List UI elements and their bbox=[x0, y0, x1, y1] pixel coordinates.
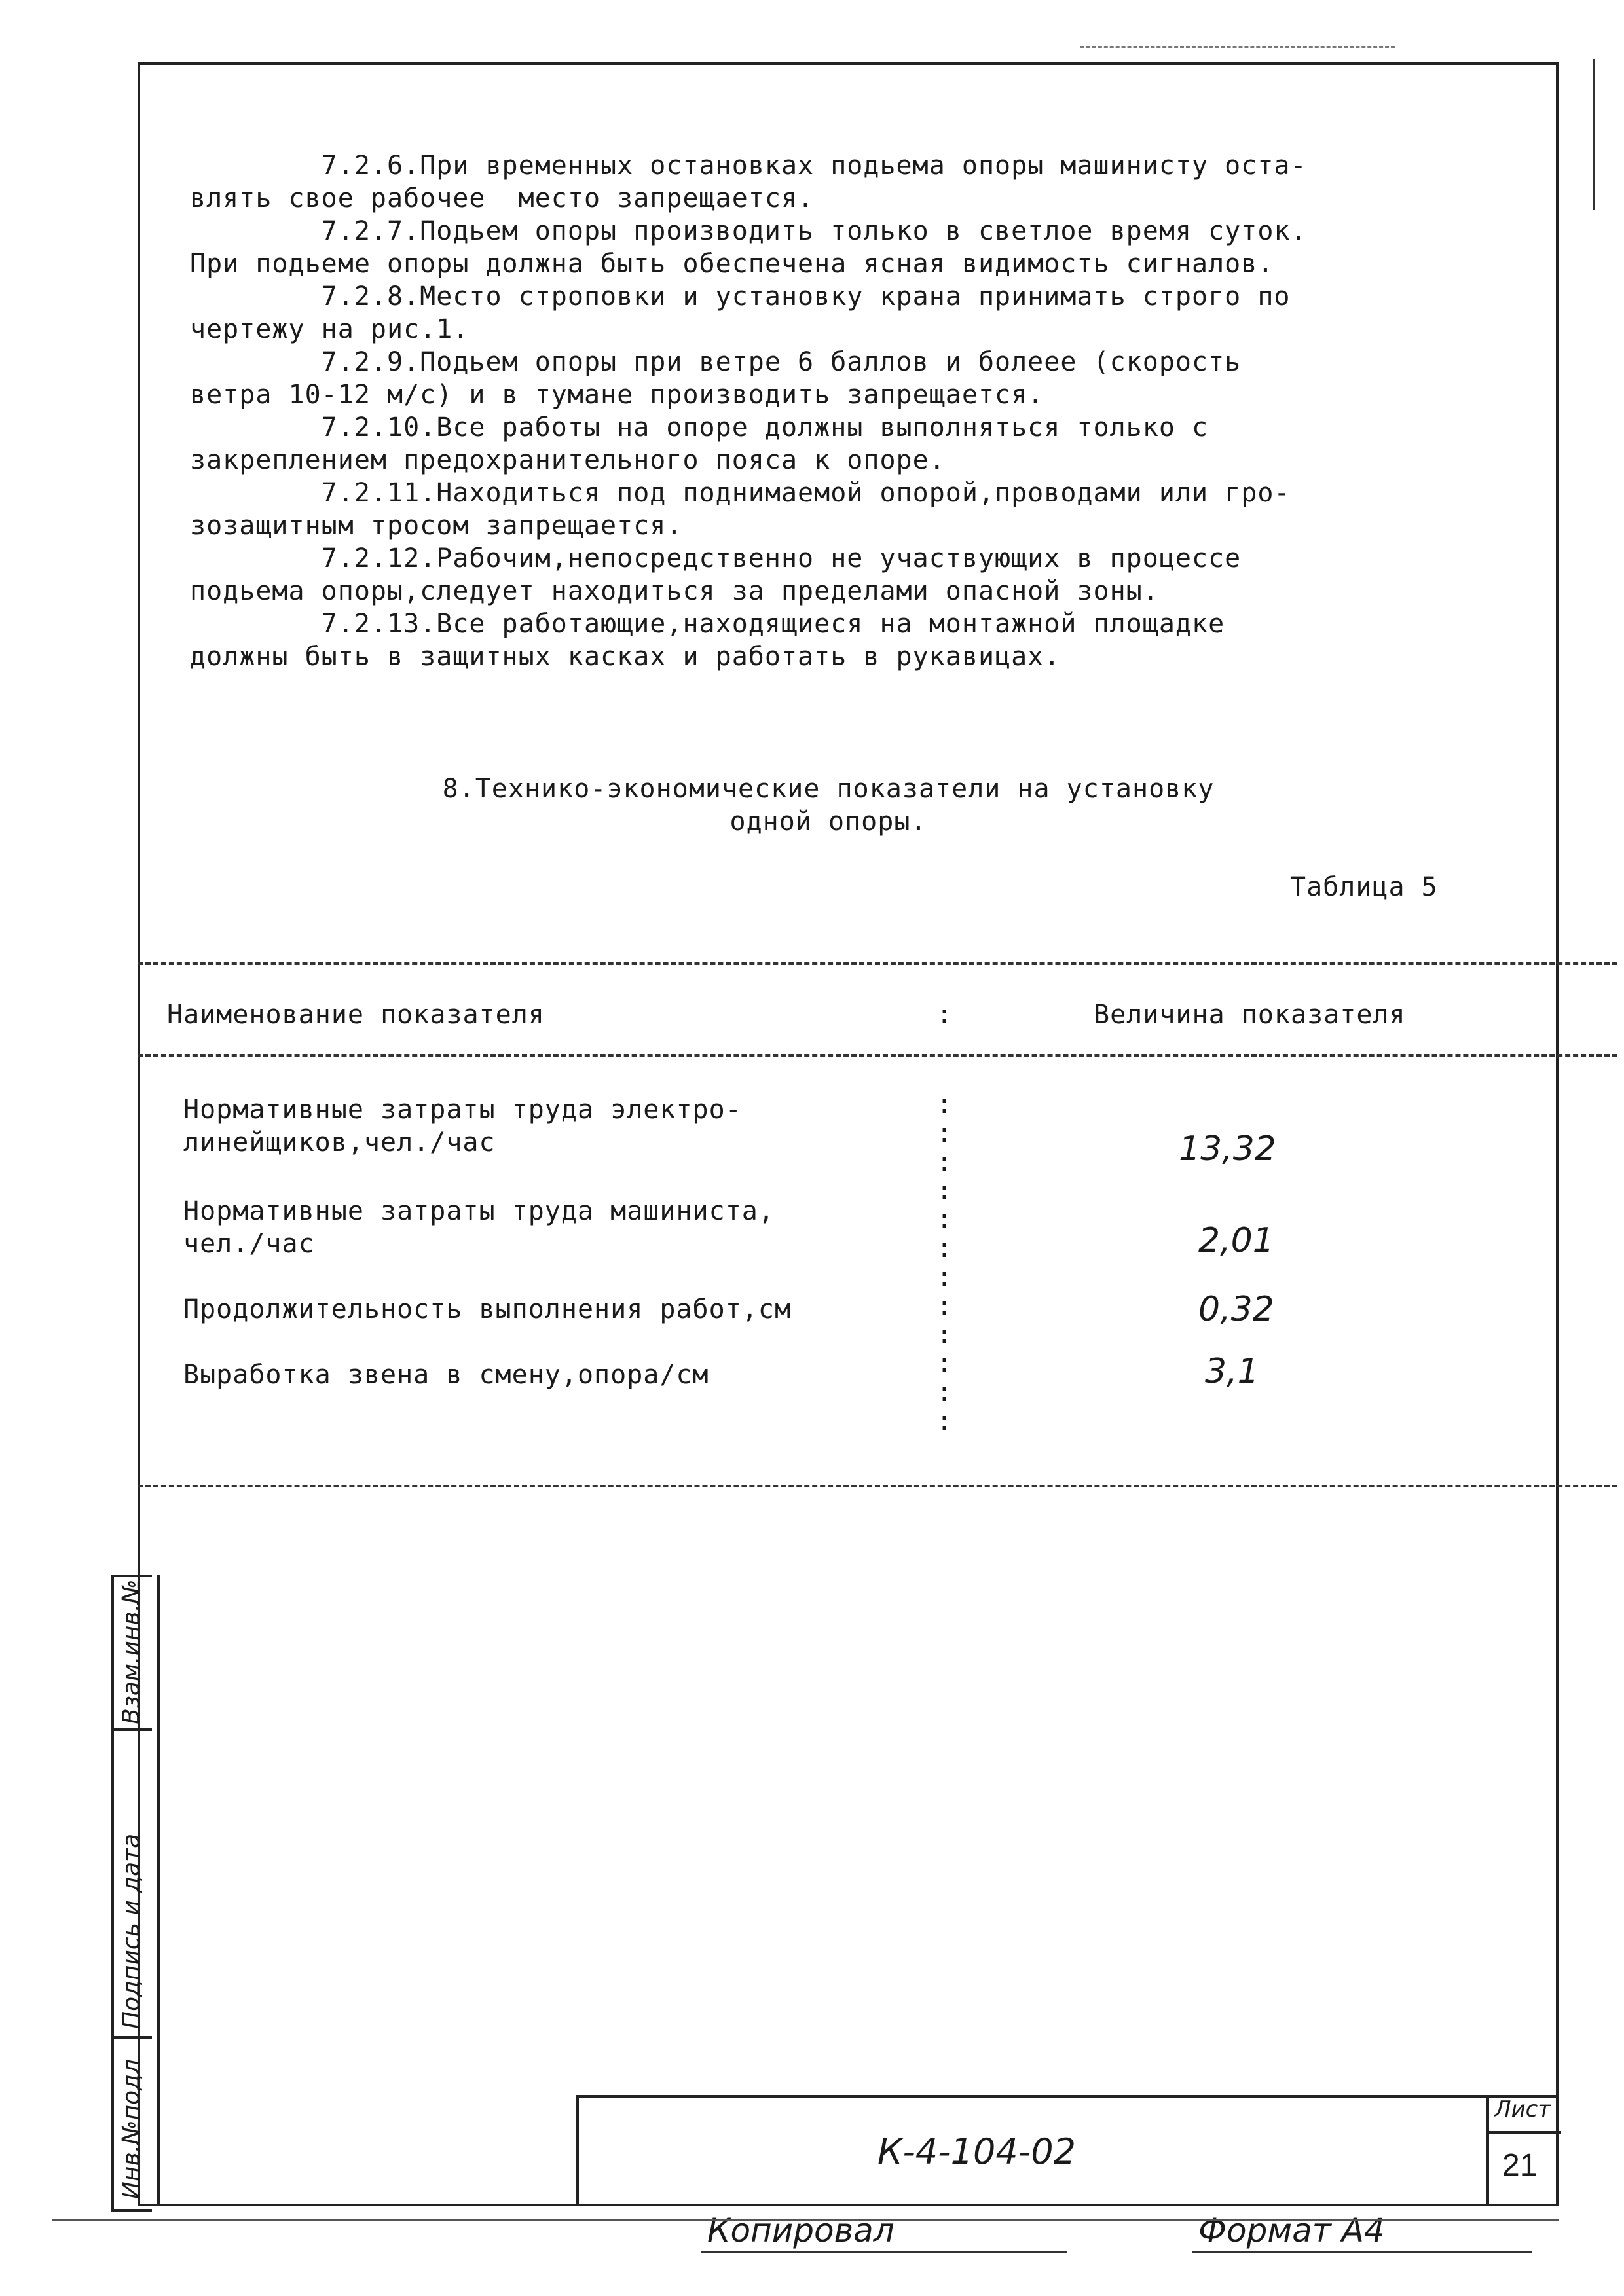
edge-mark bbox=[1593, 59, 1595, 210]
table-row-name: Нормативные затраты труда машиниста, bbox=[183, 1196, 775, 1226]
table-header-sep: : bbox=[936, 1000, 953, 1030]
table-row-name: Нормативные затраты труда электро- bbox=[183, 1095, 742, 1125]
paragraph-line: зозащитным тросом запрещается. bbox=[190, 511, 683, 541]
paragraph-line: влять свое рабочее место запрещается. bbox=[190, 183, 815, 213]
table-label: Таблица 5 bbox=[1290, 872, 1438, 902]
bottom-rule bbox=[52, 2219, 1559, 2221]
table-row-name-cont: линейщиков,чел./час bbox=[183, 1127, 496, 1157]
table-top-rule bbox=[138, 962, 1617, 965]
table-colon-column: : : : : : : : : : : : : bbox=[936, 1089, 953, 1436]
copied-label: Копировал bbox=[707, 2212, 895, 2250]
sidebar-cell bbox=[111, 1575, 152, 1731]
table-row-name-cont: чел./час bbox=[183, 1229, 315, 1259]
paragraph-line: 7.2.7.Подьем опоры производить только в светлое время суток. bbox=[190, 216, 1307, 246]
paragraph-line: подьема опоры,следует находиться за пределами опасной зоны. bbox=[190, 576, 1159, 606]
format-underline bbox=[1192, 2251, 1532, 2253]
sidebar-cell bbox=[111, 2036, 152, 2212]
sidebar-cell bbox=[111, 1728, 152, 2039]
sidebar-label: Инв.№подл bbox=[118, 2058, 145, 2199]
table-row-value: 0,32 bbox=[1198, 1290, 1274, 1329]
paragraph-line: 7.2.6.При временных остановках подьема опоры машинисту оста- bbox=[190, 151, 1307, 181]
paragraph-line: 7.2.9.Подьем опоры при ветре 6 баллов и болеее (скорость bbox=[190, 347, 1242, 377]
paragraph-line: 7.2.13.Все работающие,находящиеся на монтажной площадке bbox=[190, 609, 1225, 639]
table-row-value: 13,32 bbox=[1179, 1129, 1276, 1169]
table-bottom-rule bbox=[138, 1485, 1617, 1487]
sheet-box bbox=[1486, 2095, 1561, 2206]
copied-underline bbox=[701, 2251, 1067, 2253]
table-header-name: Наименование показателя bbox=[167, 1000, 545, 1030]
table-row-value: 3,1 bbox=[1205, 1352, 1259, 1391]
paragraph-line: 7.2.12.Рабочим,непосредственно не участвующих в процессе bbox=[190, 543, 1242, 574]
sheet-label: Лист bbox=[1494, 2096, 1551, 2123]
sidebar-label: Взам.инв.№ bbox=[118, 1579, 145, 1724]
top-mark bbox=[1080, 46, 1395, 48]
sidebar-label: Подпись и дата bbox=[118, 1833, 145, 2029]
table-header-value: Величина показателя bbox=[1094, 1000, 1406, 1030]
paragraph-line: При подьеме опоры должна быть обеспечена ясная видимость сигналов. bbox=[190, 249, 1274, 279]
paragraph-line: закреплением предохранительного пояса к опоре. bbox=[190, 445, 946, 475]
paragraph-line: 7.2.11.Находиться под поднимаемой опорой,проводами или гро- bbox=[190, 478, 1291, 508]
paragraph-line: должны быть в защитных касках и работать в рукавицах. bbox=[190, 642, 1061, 672]
document-code: К-4-104-02 bbox=[877, 2131, 1076, 2172]
paragraph-line: 7.2.10.Все работы на опоре должны выполняться только с bbox=[190, 412, 1209, 443]
table-row-value: 2,01 bbox=[1198, 1221, 1274, 1260]
table-row-name: Выработка звена в смену,опора/см bbox=[183, 1360, 709, 1390]
paragraph-line: ветра 10-12 м/с) и в тумане производить запрещается. bbox=[190, 380, 1044, 410]
section-title: 8.Технико-экономические показатели на установку bbox=[442, 774, 1215, 804]
table-header-rule bbox=[138, 1054, 1617, 1057]
table-row-name: Продолжительность выполнения работ,см bbox=[183, 1294, 792, 1324]
sheet-divider bbox=[1489, 2131, 1561, 2134]
section-title-line2: одной опоры. bbox=[729, 807, 927, 837]
sheet-number: 21 bbox=[1502, 2148, 1538, 2183]
format-label: Формат А4 bbox=[1198, 2212, 1385, 2250]
paragraph-line: 7.2.8.Место строповки и установку крана принимать строго по bbox=[190, 282, 1291, 312]
paragraph-line: чертежу на рис.1. bbox=[190, 314, 470, 344]
